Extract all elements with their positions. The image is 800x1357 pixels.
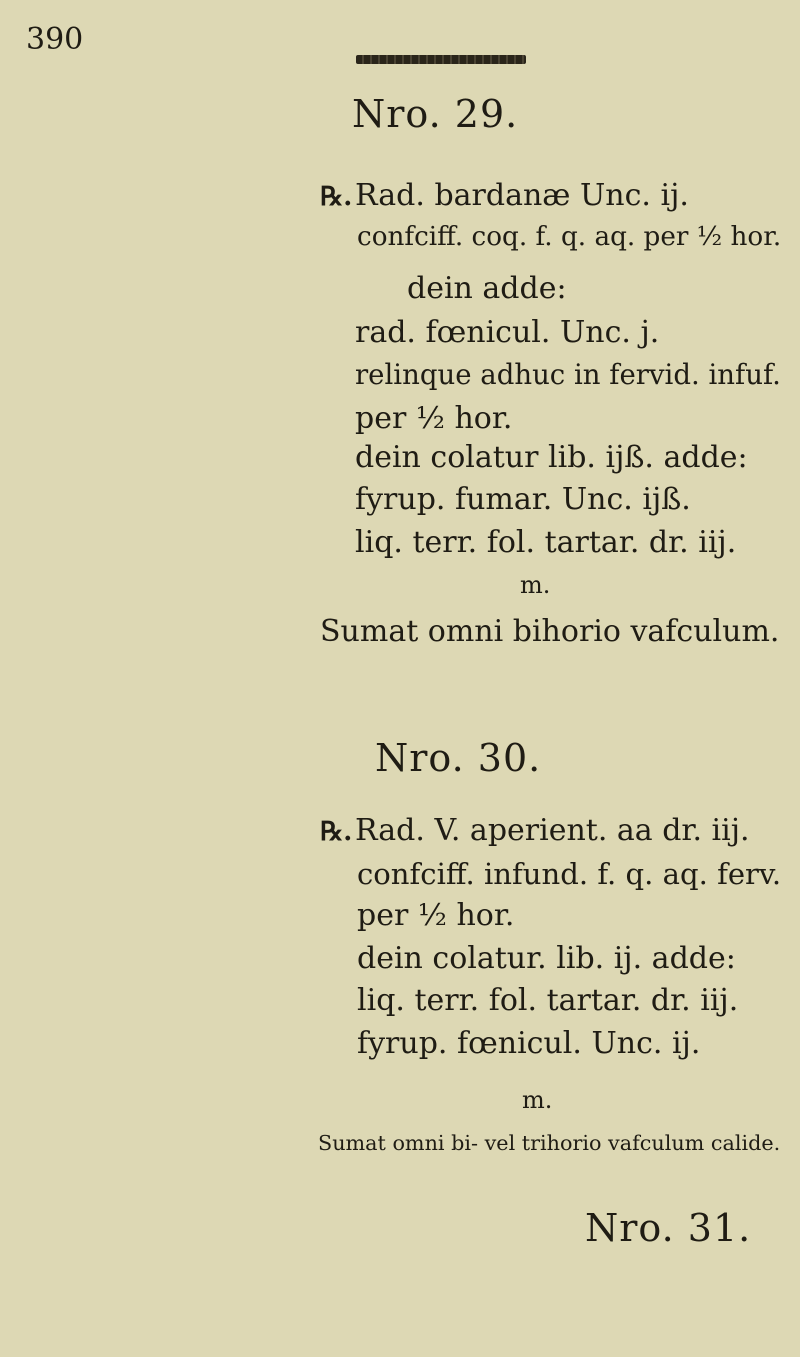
recipe-29-line-2: confciff. coq. f. q. aq. per ½ hor. <box>357 222 782 252</box>
recipe-30-rx-symbol: ℞. <box>320 817 353 847</box>
recipe-29-line-5: relinque adhuc in fervid. infuf. <box>355 359 781 391</box>
recipe-30-line-3: per ½ hor. <box>357 898 515 933</box>
recipe-30-misce: m. <box>522 1086 553 1114</box>
header-rule <box>356 55 526 64</box>
recipe-29-line-9: liq. terr. fol. tartar. dr. iij. <box>355 525 737 560</box>
recipe-29-line-3: dein adde: <box>407 271 567 306</box>
recipe-29-instruction: Sumat omni bihorio vafculum. <box>320 614 780 649</box>
recipe-30-heading: Nro. 30. <box>375 736 542 780</box>
recipe-30-line-2: confciff. infund. f. q. aq. ferv. <box>357 857 782 891</box>
recipe-29-heading: Nro. 29. <box>352 92 519 136</box>
recipe-29-line-1: Rad. bardanæ Unc. ij. <box>355 178 689 213</box>
recipe-30-line-4: dein colatur. lib. ij. adde: <box>357 941 736 976</box>
next-recipe-heading: Nro. 31. <box>585 1206 752 1250</box>
recipe-30-instruction: Sumat omni bi- vel trihorio vafculum calide. <box>318 1131 781 1155</box>
page-number: 390 <box>26 22 84 57</box>
recipe-29-line-6: per ½ hor. <box>355 401 513 436</box>
recipe-29-line-8: fyrup. fumar. Unc. ijß. <box>355 482 691 517</box>
recipe-29-rx-symbol: ℞. <box>320 182 353 212</box>
recipe-30-line-6: fyrup. fœnicul. Unc. ij. <box>357 1026 701 1061</box>
recipe-29-line-7: dein colatur lib. ijß. adde: <box>355 440 748 475</box>
recipe-29-line-4: rad. fœnicul. Unc. j. <box>355 315 660 350</box>
recipe-30-line-1: Rad. V. aperient. aa dr. iij. <box>355 813 750 848</box>
recipe-29-misce: m. <box>520 571 551 599</box>
recipe-30-line-5: liq. terr. fol. tartar. dr. iij. <box>357 983 739 1018</box>
